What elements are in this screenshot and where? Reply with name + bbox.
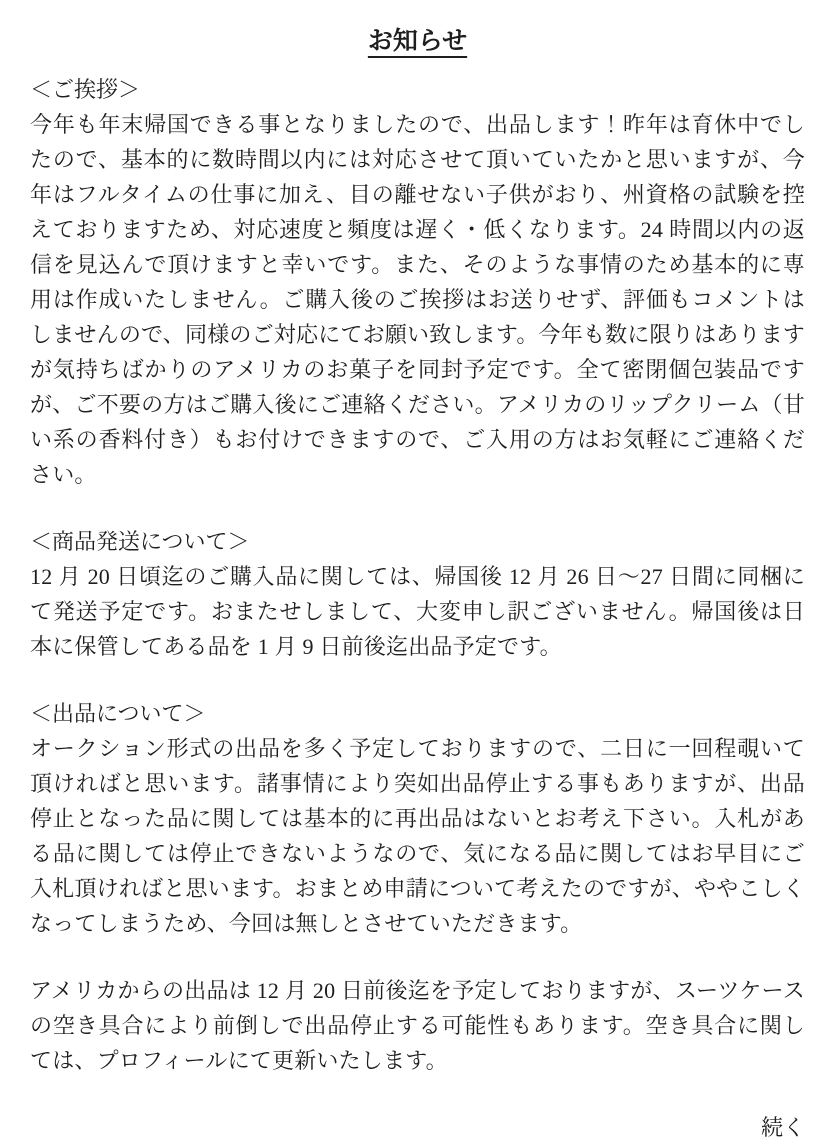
section-greeting-paragraph: 今年も年末帰国できる事となりましたので、出品します！昨年は育休中でしたので、基本的に数時間以内には対応させて頂いていたかと思いますが、今年はフルタイムの仕事に加え、目の離せない子供がおり、州資格の試験を控えておりますため、対応速度と頻度は遅く・低くなります。24 時間以内の返信を見込んで頂けますと幸いです。また、そのような事情のため基本的に専用は作成いたしません。ご購入後のご挨拶はお送りせず、評価もコメントはしませんので、同様のご対応にてお願い致します。今年も数に限りはありますが気持ちばかりのアメリカのお菓子を同封予定です。全て密閉個包装品ですが、ご不要の方はご購入後にご連絡ください。アメリカのリップクリーム（甘い系の香料付き）もお付けできますので、ご入用の方はお気軽にご連絡ください。 xyxy=(30,112,805,487)
page-title-text: お知らせ xyxy=(367,28,468,55)
section-shipping xyxy=(30,524,805,664)
continued-label: 続く xyxy=(760,1115,805,1140)
section-listing xyxy=(30,696,805,1078)
page-title xyxy=(30,22,805,62)
section-shipping-heading: ＜商品発送について＞ xyxy=(30,529,250,554)
section-greeting-heading: ＜ご挨拶＞ xyxy=(30,77,141,102)
section-listing-heading: ＜出品について＞ xyxy=(30,701,206,726)
section-listing-paragraph-2: アメリカからの出品は 12 月 20 日前後迄を予定しておりますが、スーツケースの空き具合により前倒しで出品停止する可能性もあります。空き具合に関しては、プロフィールにて更新いたします。 xyxy=(30,978,805,1073)
section-shipping-paragraph: 12 月 20 日頃迄のご購入品に関しては、帰国後 12 月 26 日～27 日間に同梱にて発送予定です。おまたせしまして、大変申し訳ございません。帰国後は日本に保管してある品を 1 月 9 日前後迄出品予定です。 xyxy=(30,564,805,659)
section-greeting xyxy=(30,72,805,492)
section-listing-paragraph-1: オークション形式の出品を多く予定しておりますので、二日に一回程覗いて頂ければと思います。諸事情により突如出品停止する事もありますが、出品停止となった品に関しては基本的に再出品はないとお考え下さい。入札がある品に関しては停止できないようなので、気になる品に関してはお早目にご入札頂ければと思います。おまとめ申請について考えたのですが、ややこしくなってしまうため、今回は無しとさせていただきます。 xyxy=(30,736,805,936)
